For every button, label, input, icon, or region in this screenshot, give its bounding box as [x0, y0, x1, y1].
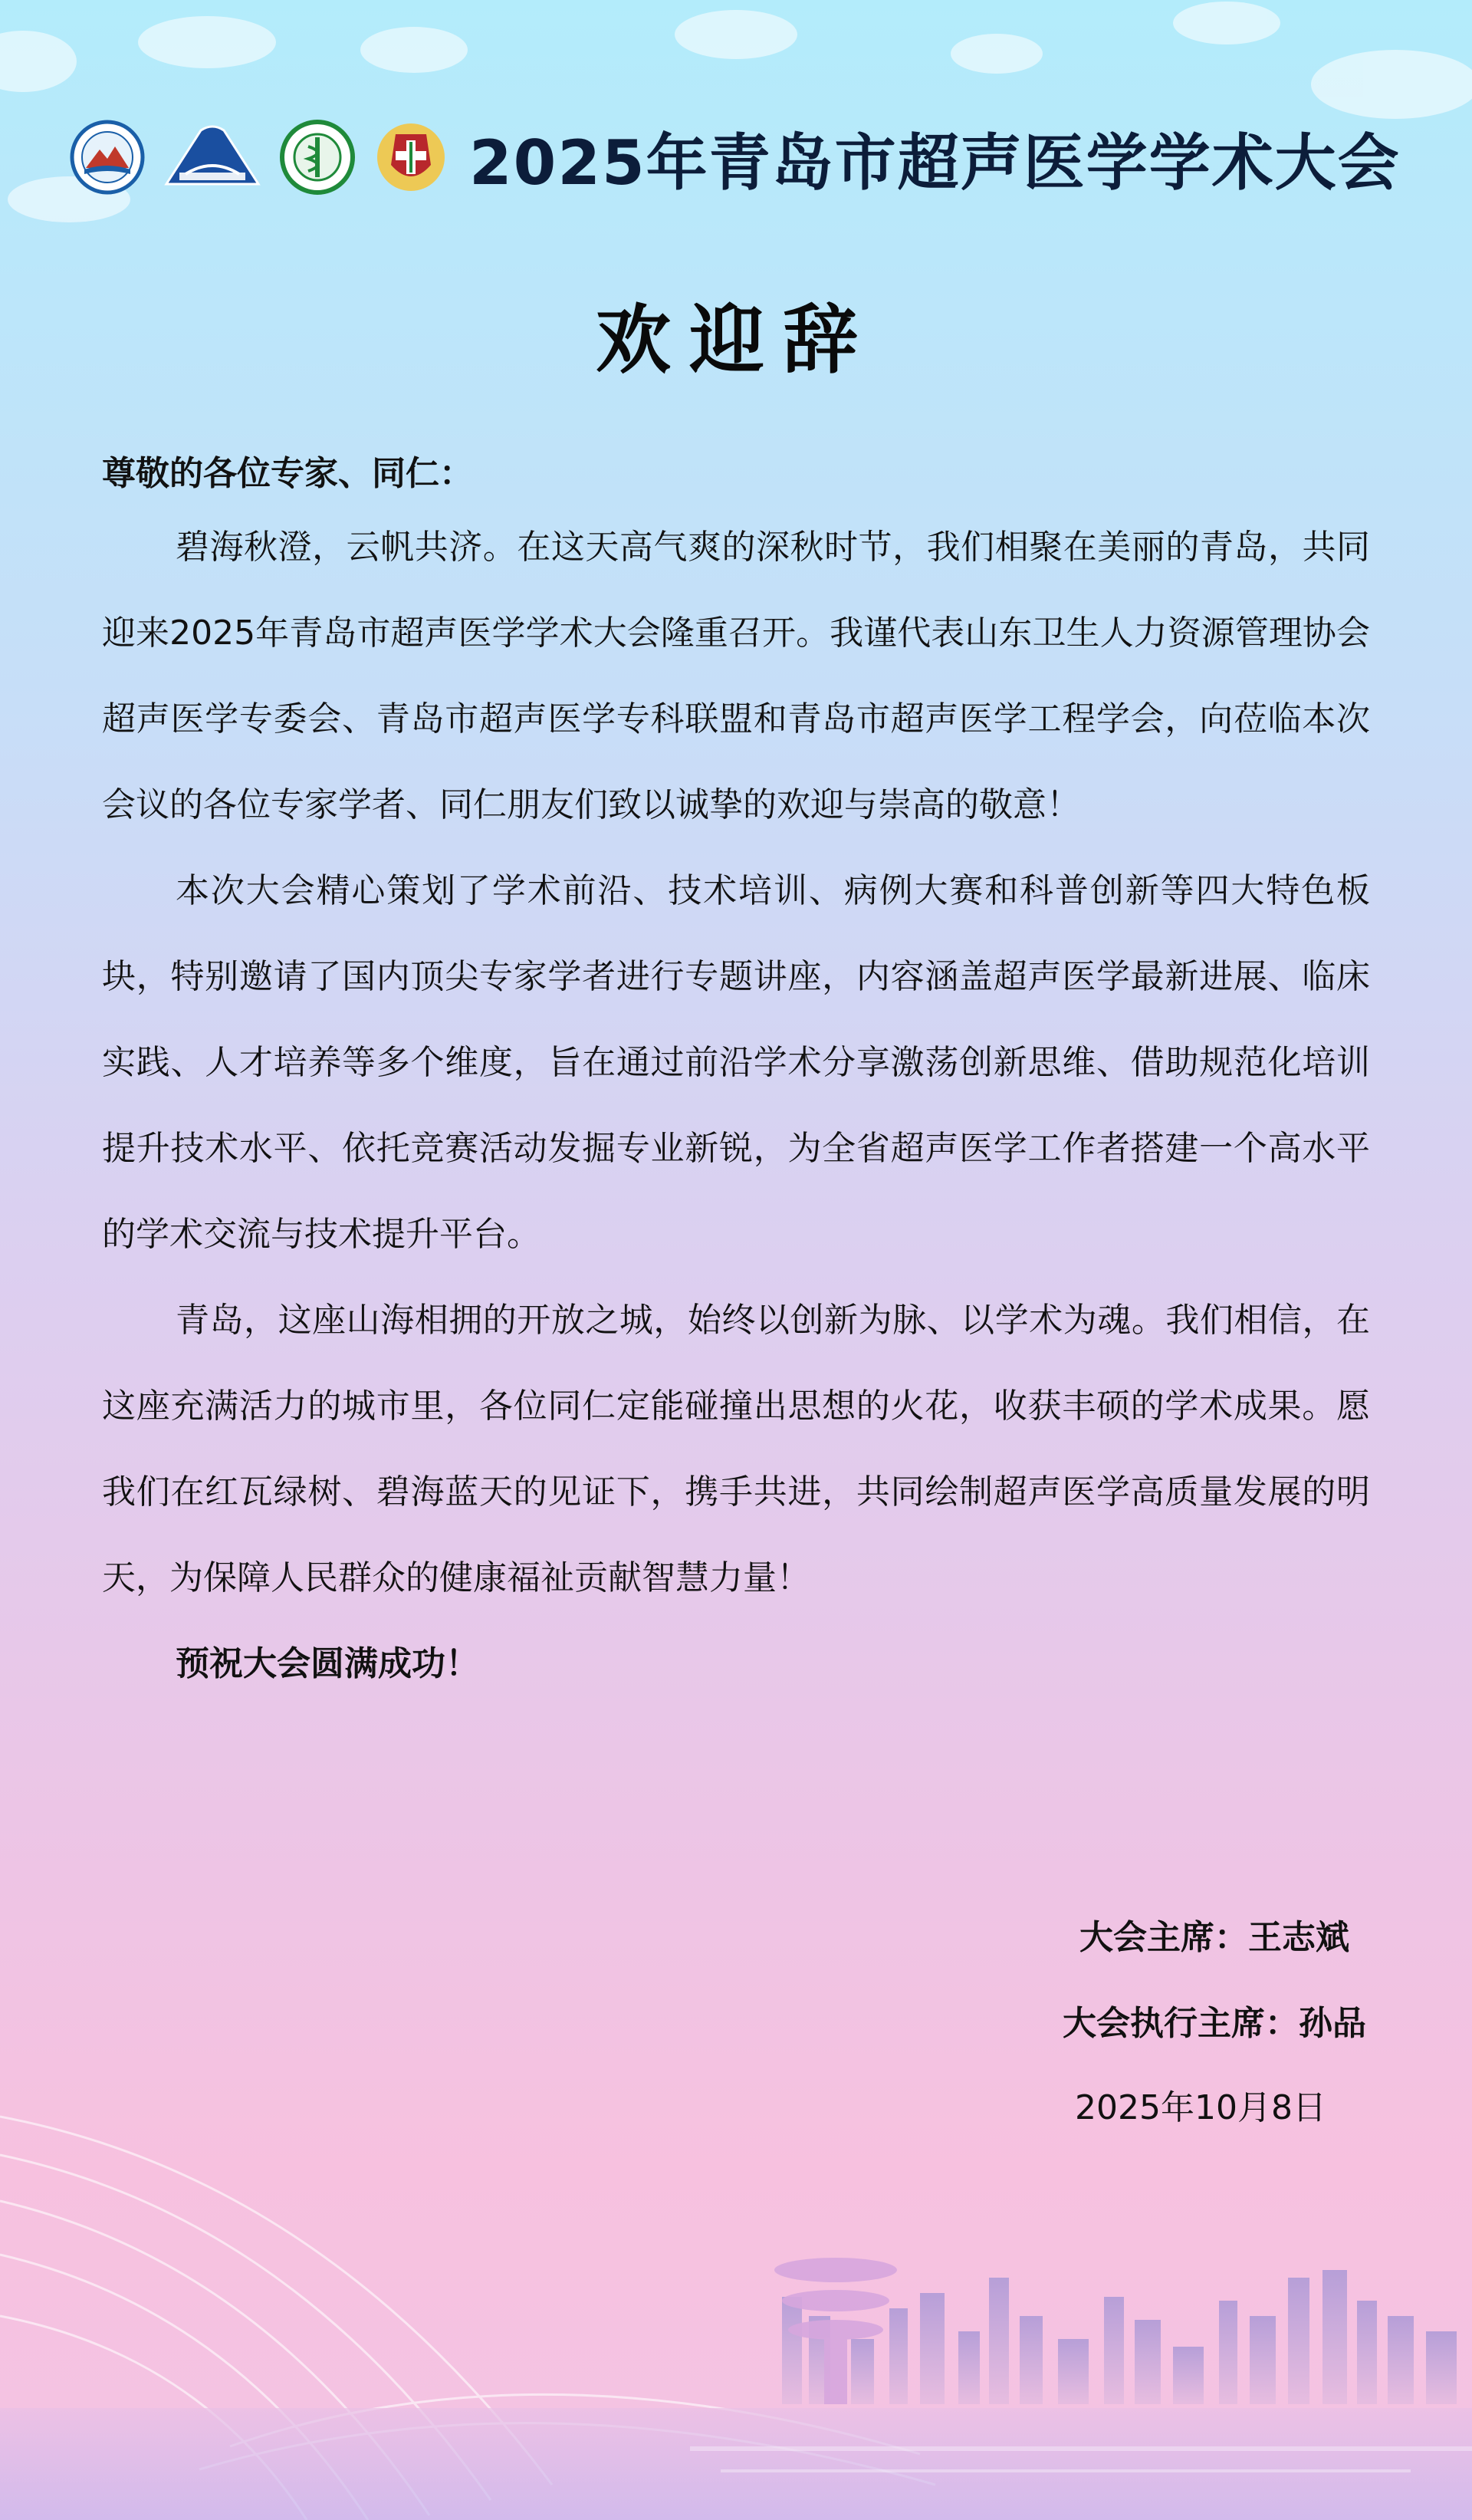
paragraph-3: 青岛，这座山海相拥的开放之城，始终以创新为脉、以学术为魂。我们相信，在这座充满活力的城市里，各位同仁定能碰撞出思想的火花，收获丰硕的学术成果。愿我们在红瓦绿树、碧海蓝天的见证下，携手共进，共同绘制超声医学高质量发展的明天，为保障人民群众的健康福祉贡献智慧力量！ [102, 1301, 1370, 1597]
welcome-title: 欢迎辞 [595, 296, 876, 384]
city-skyline-decoration [0, 2086, 1472, 2520]
paragraph-2: 本次大会精心策划了学术前沿、技术培训、病例大赛和科普创新等四大特色板块，特别邀请了国内顶尖专家学者进行专题讲座，内容涵盖超声医学最新进展、临床实践、人才培养等多个维度，旨在通过前沿学术分享激荡创新思维、借助规范化培训提升技术水平、依托竞赛活动发掘专业新锐，为全省超声医学工作者搭建一个高水平的学术交流与技术提升平台。 [102, 871, 1370, 1254]
association-seal-icon [69, 119, 146, 196]
conference-title: 2025年青岛市超声医学学术大会 [469, 127, 1401, 199]
alliance-mountain-logo-icon [163, 119, 262, 196]
logo-row [69, 119, 449, 196]
closing-wish: 预祝大会圆满成功！ [176, 1644, 479, 1683]
conference-header [69, 115, 1418, 199]
medical-society-emblem-icon [279, 119, 356, 196]
executive-chair-signature: 大会执行主席：孙品 [1063, 2004, 1366, 2043]
salutation: 尊敬的各位专家、同仁： [102, 454, 473, 493]
red-cross-emblem-icon [373, 119, 449, 196]
letter-date: 2025年10月8日 [1075, 2088, 1326, 2127]
paragraph-1: 碧海秋澄，云帆共济。在这天高气爽的深秋时节，我们相聚在美丽的青岛，共同迎来2025年青岛市超声医学学术大会隆重召开。我谨代表山东卫生人力资源管理协会超声医学专委会、青岛市超声医学专科联盟和青岛市超声医学工程学会，向莅临本次会议的各位专家学者、同仁朋友们致以诚挚的欢迎与崇高的敬意！ [102, 528, 1370, 824]
chair-signature: 大会主席：王志斌 [1079, 1918, 1349, 1957]
welcome-letter [102, 443, 1370, 1707]
